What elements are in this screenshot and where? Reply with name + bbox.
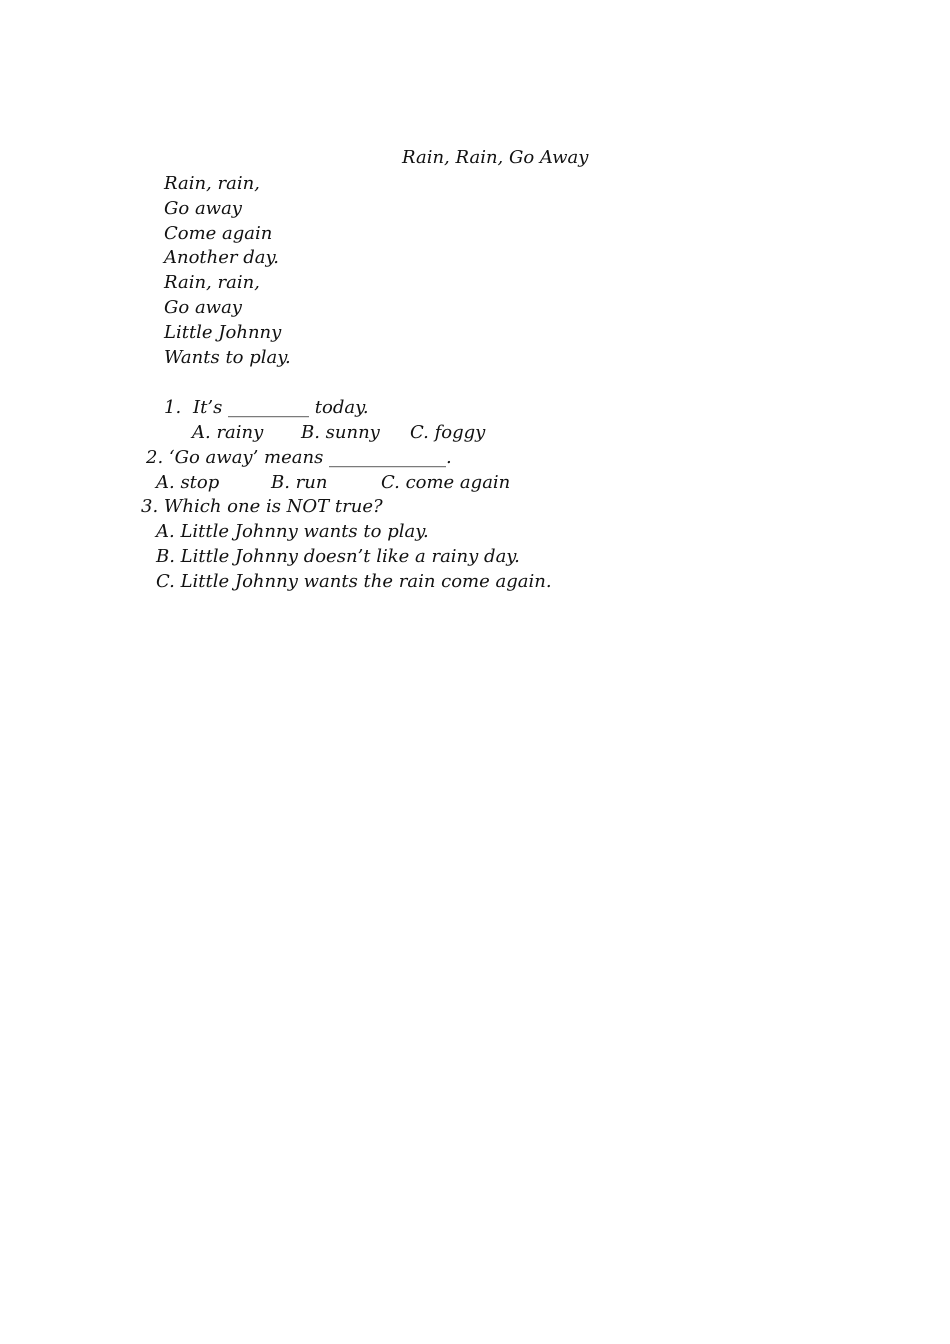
page-title: Rain, Rain, Go Away: [402, 147, 589, 168]
question-1-option-b: B. sunny: [301, 422, 380, 443]
question-2-option-a: A. stop: [156, 472, 220, 493]
poem-line: Rain, rain,: [164, 173, 260, 194]
question-1-option-a: A. rainy: [192, 422, 264, 443]
poem-line: Wants to play.: [164, 347, 291, 368]
question-2-text: 2. ‘Go away’ means _____________.: [146, 447, 452, 468]
poem-line: Go away: [164, 297, 242, 318]
poem-line: Rain, rain,: [164, 272, 260, 293]
poem-line: Another day.: [164, 247, 279, 268]
question-1-option-c: C. foggy: [410, 422, 486, 443]
poem-line: Go away: [164, 198, 242, 219]
poem-line: Come again: [164, 223, 273, 244]
question-2-option-b: B. run: [271, 472, 328, 493]
question-2-option-c: C. come again: [381, 472, 511, 493]
question-3-option-c: C. Little Johnny wants the rain come again.: [156, 571, 552, 592]
question-3-text: 3. Which one is NOT true?: [141, 496, 383, 517]
poem-line: Little Johnny: [164, 322, 282, 343]
question-1-text: It’s _________ today.: [193, 397, 369, 418]
question-1-number: 1.: [164, 397, 182, 418]
question-3-option-a: A. Little Johnny wants to play.: [156, 521, 429, 542]
question-3-option-b: B. Little Johnny doesn’t like a rainy day.: [156, 546, 520, 567]
